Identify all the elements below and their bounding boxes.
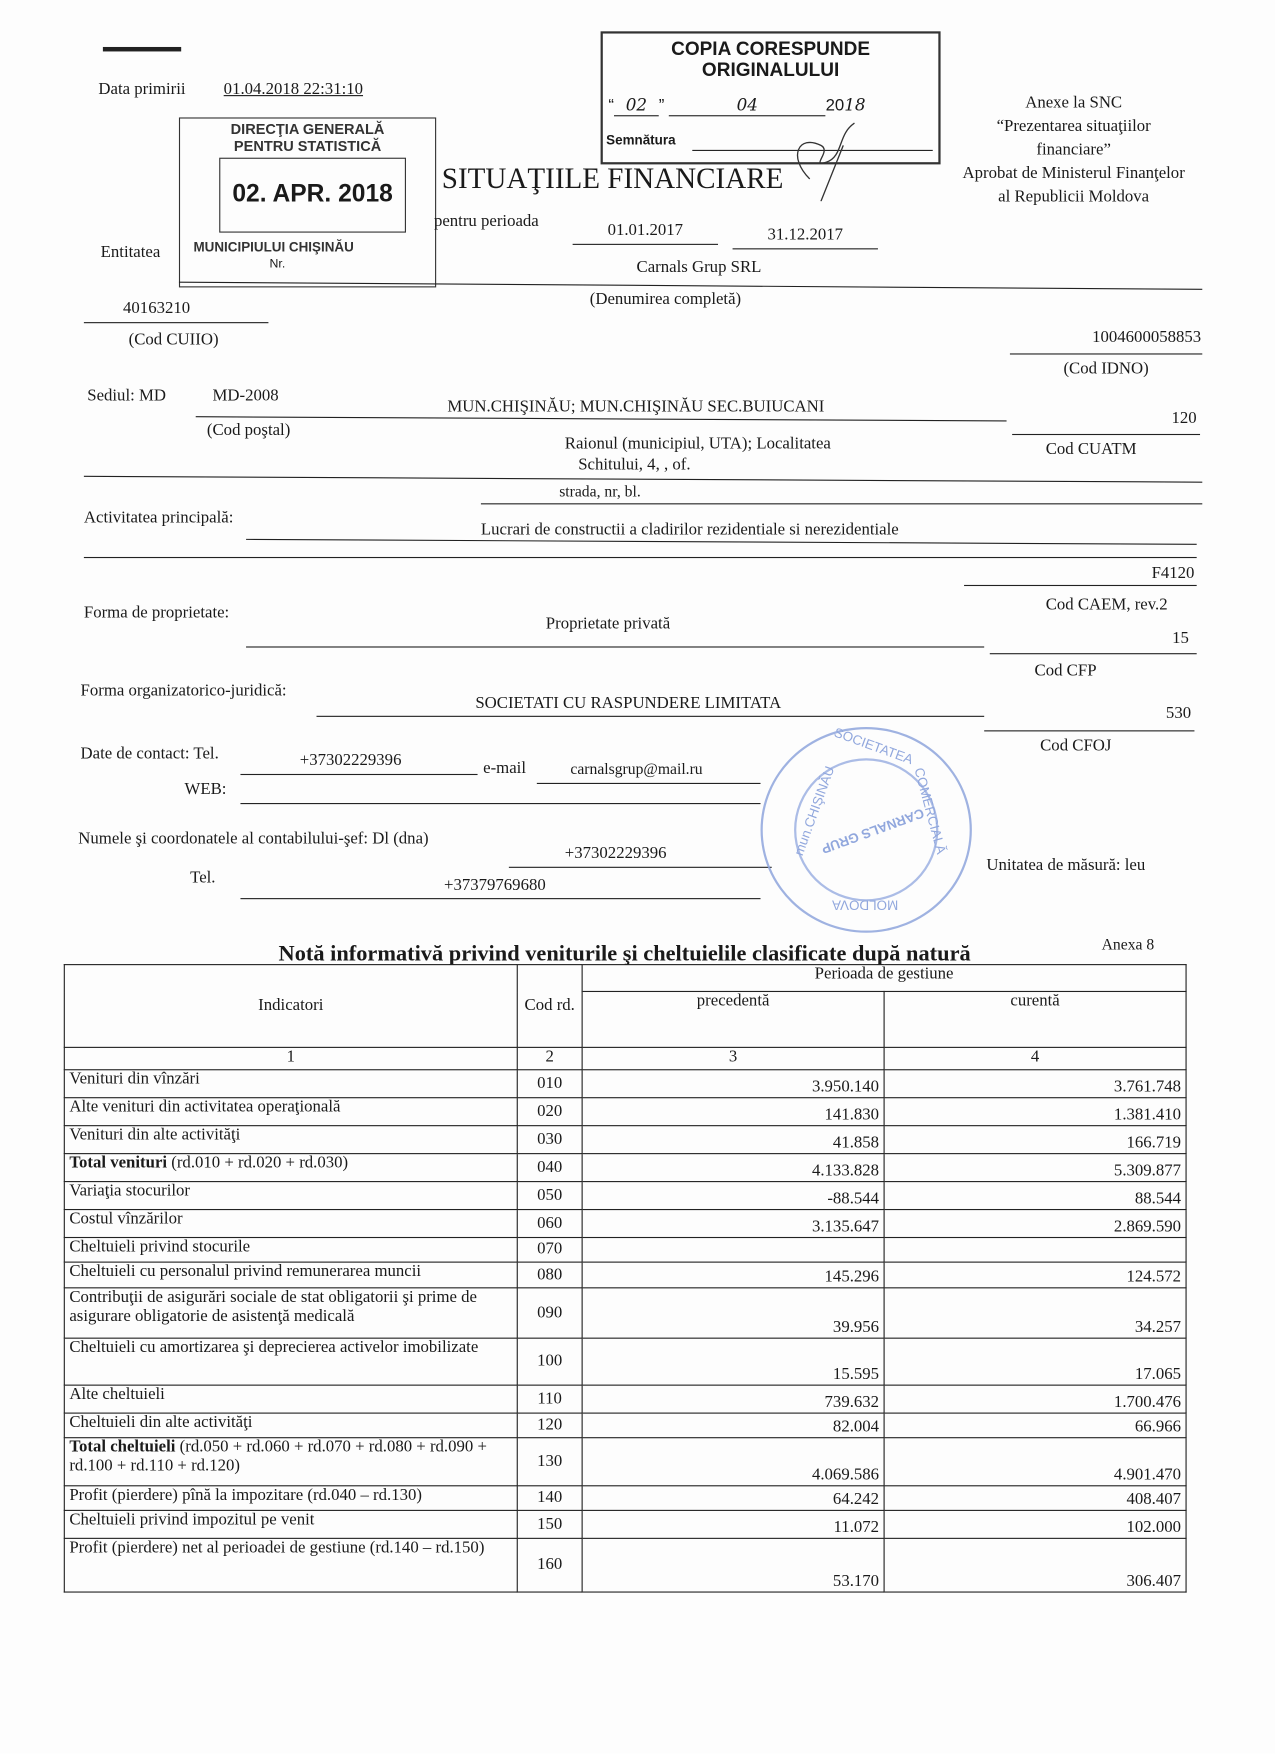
row-indicator-text: Cheltuieli cu personalul privind remunerarea muncii (69, 1262, 422, 1281)
page-title: SITUAŢIILE FINANCIARE (441, 162, 784, 195)
row-code: 050 (517, 1182, 582, 1210)
row-current-value: 306.407 (884, 1538, 1186, 1592)
row-code: 110 (517, 1385, 582, 1413)
row-code: 040 (517, 1154, 582, 1182)
income-expense-table (64, 964, 1187, 1593)
cfoj-caption: Cod CFOJ (1040, 737, 1112, 755)
table-row (64, 1154, 1186, 1182)
ownership-label: Forma de proprietate: (83, 603, 230, 622)
seat-label: Sediul: MD (87, 386, 167, 405)
row-indicator-text: Venituri din vînzări (69, 1070, 200, 1089)
signature-label: Semnătura (606, 131, 676, 148)
row-code: 070 (517, 1238, 582, 1263)
row-current-value: 1.700.476 (884, 1385, 1186, 1413)
locality: MUN.CHIŞINĂU; MUN.CHIŞINĂU SEC.BUIUCANI (447, 398, 825, 417)
stamp-city: MUNICIPIULUI CHIŞINĂU (193, 239, 354, 255)
stamp-line2: PENTRU STATISTICĂ (233, 137, 382, 155)
col-number: 2 (517, 1047, 582, 1069)
row-indicator (64, 1126, 517, 1154)
cuatm-caption: Cod CUATM (1045, 440, 1137, 459)
row-code: 090 (517, 1288, 582, 1338)
company-seal: SOCIETATEA COMERCIALĂ CARNALS GRUP mun.CHIŞINĂU MOLDOVA (761, 727, 972, 933)
header-code: Cod rd. (517, 965, 582, 1048)
caem-value: F4120 (1151, 564, 1195, 583)
row-code: 080 (517, 1262, 582, 1288)
scan-mark (103, 47, 181, 51)
postal-code: MD-2008 (212, 386, 279, 405)
row-code: 060 (517, 1210, 582, 1238)
row-previous-value: 145.296 (582, 1262, 884, 1288)
table-row (64, 1210, 1186, 1238)
period-end: 31.12.2017 (767, 225, 843, 244)
row-current-value: 88.544 (884, 1182, 1186, 1210)
email-label: e-mail (483, 759, 527, 778)
row-indicator (64, 1338, 517, 1385)
activity-label: Activitatea principală: (83, 508, 234, 527)
row-previous-value: 739.632 (582, 1385, 884, 1413)
row-code: 120 (517, 1413, 582, 1438)
idno-value: 1004600058853 (1092, 328, 1202, 347)
col-number: 1 (64, 1047, 517, 1069)
copy-day: 02 (614, 95, 659, 116)
cuiio-caption: (Cod CUIIO) (128, 331, 219, 349)
table-row (64, 1510, 1186, 1538)
copy-stamp-line1: COPIA CORESPUNDE (671, 38, 871, 60)
row-indicator-bold: Total venituri (69, 1154, 168, 1173)
row-code: 010 (517, 1070, 582, 1098)
entity-name: Carnals Grup SRL (636, 258, 762, 277)
row-indicator (64, 1510, 517, 1538)
row-indicator-text: Profit (pierdere) net al perioadei de gestiune (rd.140 – rd.150) (69, 1538, 485, 1557)
row-indicator-text: (rd.050 + rd.060 + rd.070 + rd.080 + rd.090 + rd.100 + rd.110 + rd.120) (69, 1438, 487, 1476)
copy-year-prefix: 20 (825, 96, 845, 116)
stamp-date: 02. APR. 2018 (232, 178, 393, 207)
stamp-nr: Nr. (269, 257, 286, 271)
row-previous-value (582, 1238, 884, 1263)
row-code: 130 (517, 1438, 582, 1486)
row-previous-value: 3.950.140 (582, 1070, 884, 1098)
table-row (64, 1070, 1186, 1098)
table-row (64, 1413, 1186, 1438)
row-indicator-text: Cheltuieli privind stocurile (69, 1238, 251, 1256)
header-previous: precedentă (582, 991, 884, 1047)
row-current-value: 17.065 (884, 1338, 1186, 1385)
row-indicator (64, 1486, 517, 1511)
row-indicator (64, 1538, 517, 1592)
row-indicator-text: Cheltuieli cu amortizarea şi deprecierea activelor imobilizate (69, 1338, 479, 1357)
row-indicator-text: Venituri din alte activităţi (69, 1126, 241, 1145)
col-number: 3 (582, 1047, 884, 1069)
period-label: pentru perioada (433, 212, 539, 231)
row-previous-value: 64.242 (582, 1486, 884, 1511)
table-row (64, 1338, 1186, 1385)
signature-mark (776, 101, 865, 202)
row-indicator (64, 1438, 517, 1486)
row-indicator (64, 1070, 517, 1098)
row-previous-value: 15.595 (582, 1338, 884, 1385)
caem-caption: Cod CAEM, rev.2 (1045, 596, 1168, 615)
accountant-label: Numele şi coordonatele al contabilului-şef: Dl (dna) (78, 829, 429, 848)
row-previous-value: 53.170 (582, 1538, 884, 1592)
row-indicator-text: Costul vînzărilor (69, 1210, 183, 1229)
row-indicator (64, 1182, 517, 1210)
row-current-value (884, 1238, 1186, 1263)
table-row (64, 1288, 1186, 1338)
stamp-line1: DIRECŢIA GENERALĂ (230, 120, 385, 138)
header-indicators: Indicatori (64, 965, 517, 1048)
row-current-value: 66.966 (884, 1413, 1186, 1438)
header-period: Perioada de gestiune (582, 965, 1186, 992)
street-value: Schitului, 4, , of. (578, 456, 691, 475)
contact-phone: +37302229396 (299, 751, 402, 770)
row-previous-value: 41.858 (582, 1126, 884, 1154)
row-indicator-text: Contribuţii de asigurări sociale de stat obligatorii şi prime de asigurare obligatorie de asistenţă medicală (69, 1288, 477, 1326)
table-row (64, 1182, 1186, 1210)
table-row (64, 1262, 1186, 1288)
row-previous-value: -88.544 (582, 1182, 884, 1210)
cfoj-value: 530 (1165, 704, 1192, 723)
accountant-value: +37302229396 (564, 844, 667, 863)
row-indicator (64, 1098, 517, 1126)
idno-caption: (Cod IDNO) (1063, 360, 1149, 379)
stamp-date-box (219, 158, 406, 233)
table-row (64, 1486, 1186, 1511)
postal-caption: (Cod poştal) (206, 421, 291, 440)
row-current-value: 3.761.748 (884, 1070, 1186, 1098)
date-received-label: Data primirii (98, 80, 186, 99)
row-code: 140 (517, 1486, 582, 1511)
table-row (64, 1238, 1186, 1263)
row-current-value: 124.572 (884, 1262, 1186, 1288)
row-previous-value: 11.072 (582, 1510, 884, 1538)
row-code: 020 (517, 1098, 582, 1126)
street-caption: strada, nr, bl. (559, 484, 641, 502)
col-number: 4 (884, 1047, 1186, 1069)
copy-stamp-line2: ORIGINALULUI (701, 59, 840, 81)
annex-8-label: Anexa 8 (1101, 937, 1155, 954)
web-label: WEB: (184, 780, 227, 799)
accountant-tel-value: +37379769680 (444, 876, 546, 895)
row-current-value: 34.257 (884, 1288, 1186, 1338)
row-current-value: 102.000 (884, 1510, 1186, 1538)
row-previous-value: 82.004 (582, 1413, 884, 1438)
entity-name-caption: (Denumirea completă) (589, 290, 742, 309)
row-indicator (64, 1238, 517, 1263)
cuiio-value: 40163210 (123, 299, 191, 318)
activity-value: Lucrari de constructii a cladirilor rezidentiale si nerezidentiale (480, 521, 899, 540)
row-indicator-bold: Total cheltuieli (69, 1438, 176, 1457)
row-indicator-text: Cheltuieli privind impozitul pe venit (69, 1510, 315, 1529)
annex-line: financiare” (1036, 140, 1111, 159)
locality-caption: Raionul (municipiul, UTA); Localitatea (564, 435, 831, 453)
row-indicator (64, 1288, 517, 1338)
row-current-value: 1.381.410 (884, 1098, 1186, 1126)
header-current: curentă (884, 991, 1186, 1047)
row-indicator (64, 1210, 517, 1238)
row-current-value: 5.309.877 (884, 1154, 1186, 1182)
copy-stamp: COPIA CORESPUNDE ORIGINALULUI “ 02 ” 04 2018 Semnătura (601, 31, 941, 164)
row-indicator (64, 1262, 517, 1288)
statistics-stamp (179, 117, 436, 287)
table-row (64, 1538, 1186, 1592)
table-row (64, 1126, 1186, 1154)
date-received-value: 01.04.2018 22:31:10 (223, 80, 364, 99)
row-indicator (64, 1413, 517, 1438)
row-code: 160 (517, 1538, 582, 1592)
row-previous-value: 4.133.828 (582, 1154, 884, 1182)
row-previous-value: 4.069.586 (582, 1438, 884, 1486)
table-title: Notă informativă privind veniturile şi cheltuielile clasificate după natură (278, 941, 971, 967)
row-indicator-text: Profit (pierdere) pînă la impozitare (rd.040 – rd.130) (69, 1486, 422, 1505)
cfp-value: 15 (1172, 629, 1189, 648)
table-row (64, 1098, 1186, 1126)
unit-of-measure: Unitatea de măsură: leu (986, 856, 1146, 875)
cuatm-value: 120 (1171, 409, 1197, 428)
row-indicator-text: Variaţia stocurilor (69, 1182, 191, 1201)
row-previous-value: 39.956 (582, 1288, 884, 1338)
row-indicator (64, 1154, 517, 1182)
row-indicator-text: (rd.010 + rd.020 + rd.030) (167, 1154, 349, 1173)
legal-form-label: Forma organizatorico-juridică: (80, 682, 287, 701)
row-current-value: 4.901.470 (884, 1438, 1186, 1486)
row-code: 150 (517, 1510, 582, 1538)
row-current-value: 2.869.590 (884, 1210, 1186, 1238)
row-code: 030 (517, 1126, 582, 1154)
row-code: 100 (517, 1338, 582, 1385)
period-start: 01.01.2017 (607, 221, 684, 240)
ownership-value: Proprietate privată (545, 615, 671, 634)
row-indicator-text: Cheltuieli din alte activităţi (69, 1413, 253, 1432)
copy-year-suffix: 18 (844, 95, 866, 116)
contact-label: Date de contact: Tel. (80, 744, 219, 763)
table-row (64, 1385, 1186, 1413)
copy-month: 04 (669, 95, 826, 116)
row-previous-value: 141.830 (582, 1098, 884, 1126)
row-indicator (64, 1385, 517, 1413)
email-value: carnalsgrup@mail.ru (570, 761, 703, 779)
row-indicator-text: Alte venituri din activitatea operaţională (69, 1098, 341, 1117)
entity-label: Entitatea (100, 243, 161, 262)
annex-line: al Republicii Moldova (998, 187, 1150, 206)
annex-line: “Prezentarea situaţiilor (996, 117, 1151, 136)
annex-line: Aprobat de Ministerul Finanţelor (962, 164, 1185, 183)
annex-line: Anexe la SNC (1025, 93, 1123, 112)
annex-note (945, 92, 1202, 209)
row-previous-value: 3.135.647 (582, 1210, 884, 1238)
table-row (64, 1438, 1186, 1486)
accountant-tel-label: Tel. (190, 868, 216, 887)
row-current-value: 166.719 (884, 1126, 1186, 1154)
row-current-value: 408.407 (884, 1486, 1186, 1511)
legal-form-value: SOCIETATI CU RASPUNDERE LIMITATA (475, 694, 782, 713)
row-indicator-text: Alte cheltuieli (69, 1385, 165, 1404)
cfp-caption: Cod CFP (1034, 662, 1097, 680)
